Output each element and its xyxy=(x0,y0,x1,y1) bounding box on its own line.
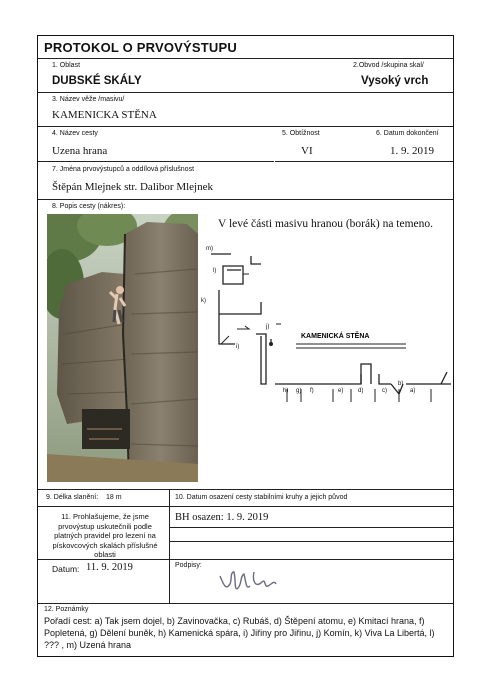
route-label: 4. Název cesty xyxy=(52,130,98,137)
sketch-mark-e: e) xyxy=(338,388,344,394)
sketch-wall-label: KAMENICKÁ STĚNA xyxy=(301,333,370,340)
area-value: DUBSKÉ SKÁLY xyxy=(52,75,142,87)
sketch-mark-b: b) xyxy=(398,381,404,387)
district-value: Vysoký vrch xyxy=(361,75,429,87)
sketch-mark-k: k) xyxy=(201,298,206,304)
notes-row xyxy=(38,604,453,656)
difficulty-label: 5. Obtížnost xyxy=(282,130,320,137)
area-label: 1. Oblast xyxy=(52,62,81,69)
tower-row xyxy=(38,93,453,127)
notes-label: 12. Poznámky xyxy=(44,606,89,613)
climbers-value: Štěpán Mlejnek str. Dalibor Mlejnek xyxy=(52,181,213,193)
tower-label: 3. Název věže /masivu/ xyxy=(52,96,125,103)
rappel-row xyxy=(38,490,453,507)
declaration-line-2 xyxy=(169,541,453,542)
sketch-mark-l: l) xyxy=(213,268,217,274)
bolt-date-value: BH osazen: 1. 9. 2019 xyxy=(175,512,269,523)
difficulty-value: VI xyxy=(301,145,313,157)
title-row xyxy=(38,36,453,59)
signature-image xyxy=(216,566,286,598)
sketch-mark-g: g) xyxy=(296,388,302,394)
climbers-label: 7. Jména prvovýstupců a oddílová příslušnost xyxy=(52,166,195,173)
area-row xyxy=(38,59,453,93)
form-title: PROTOKOL O PRVOVÝSTUPU xyxy=(44,40,237,55)
signature-row xyxy=(38,560,453,604)
date-value: 11. 9. 2019 xyxy=(86,562,133,573)
route-row xyxy=(38,127,453,162)
date-label: Datum: xyxy=(52,564,80,574)
declaration-divider xyxy=(169,507,170,559)
spacer xyxy=(274,127,275,162)
sketch-mark-c: c) xyxy=(382,388,387,394)
notes-text: Pořadí cest: a) Tak jsem dojel, b) Zavinovačka, c) Rubáš, d) Štěpení atomu, e) Kmitací hrana, f) Popletená, g) Dělení buněk, h) Kamenická spára, i) Jiřiny pro Jiřinu, j) Komín, k) Viva La Libertá, l) ??? , m) Uzená hrana xyxy=(44,616,435,650)
sketch-mark-j: j) xyxy=(266,324,270,330)
signature-divider xyxy=(169,560,170,603)
bolt-date-label: 10. Datum osazení cesty stabilními kruhy a jejich původ xyxy=(175,494,348,501)
rappel-value: 18 m xyxy=(106,494,122,501)
sketch-mark-m: m) xyxy=(206,246,213,252)
signatures-label: Podpisy: xyxy=(175,562,202,569)
protocol-form xyxy=(37,35,454,657)
declaration-line-1 xyxy=(169,527,453,528)
route-photo xyxy=(47,214,198,482)
sketch-mark-f: f) xyxy=(310,388,314,394)
description-text: V levé části masivu hranou (borák) na temeno. xyxy=(218,218,434,230)
route-value: Uzena hrana xyxy=(52,145,108,157)
sketch-mark-i: i) xyxy=(236,344,240,350)
description-label: 8. Popis cesty (nákres): xyxy=(52,203,126,210)
route-sketch xyxy=(201,244,453,404)
completion-date-label: 6. Datum dokončení xyxy=(376,130,439,137)
sketch-mark-d: d) xyxy=(358,388,364,394)
district-label: 2.Obvod /skupina skal/ xyxy=(353,62,424,69)
tower-value: KAMENICKA STĚNA xyxy=(52,109,157,121)
sketch-mark-a: a) xyxy=(410,388,416,394)
completion-date-value: 1. 9. 2019 xyxy=(390,145,434,157)
rappel-divider xyxy=(169,490,170,506)
sketch-mark-h: h) xyxy=(283,388,289,394)
climbers-row xyxy=(38,162,453,200)
declaration-row xyxy=(38,507,453,560)
declaration-text: 11. Prohlašujeme, že jsme prvovýstup uskutečnili podle platných pravidel pro lezení na pískovcových skalách příslušné oblasti xyxy=(52,512,158,559)
rappel-label: 9. Délka slanění: xyxy=(46,494,99,501)
